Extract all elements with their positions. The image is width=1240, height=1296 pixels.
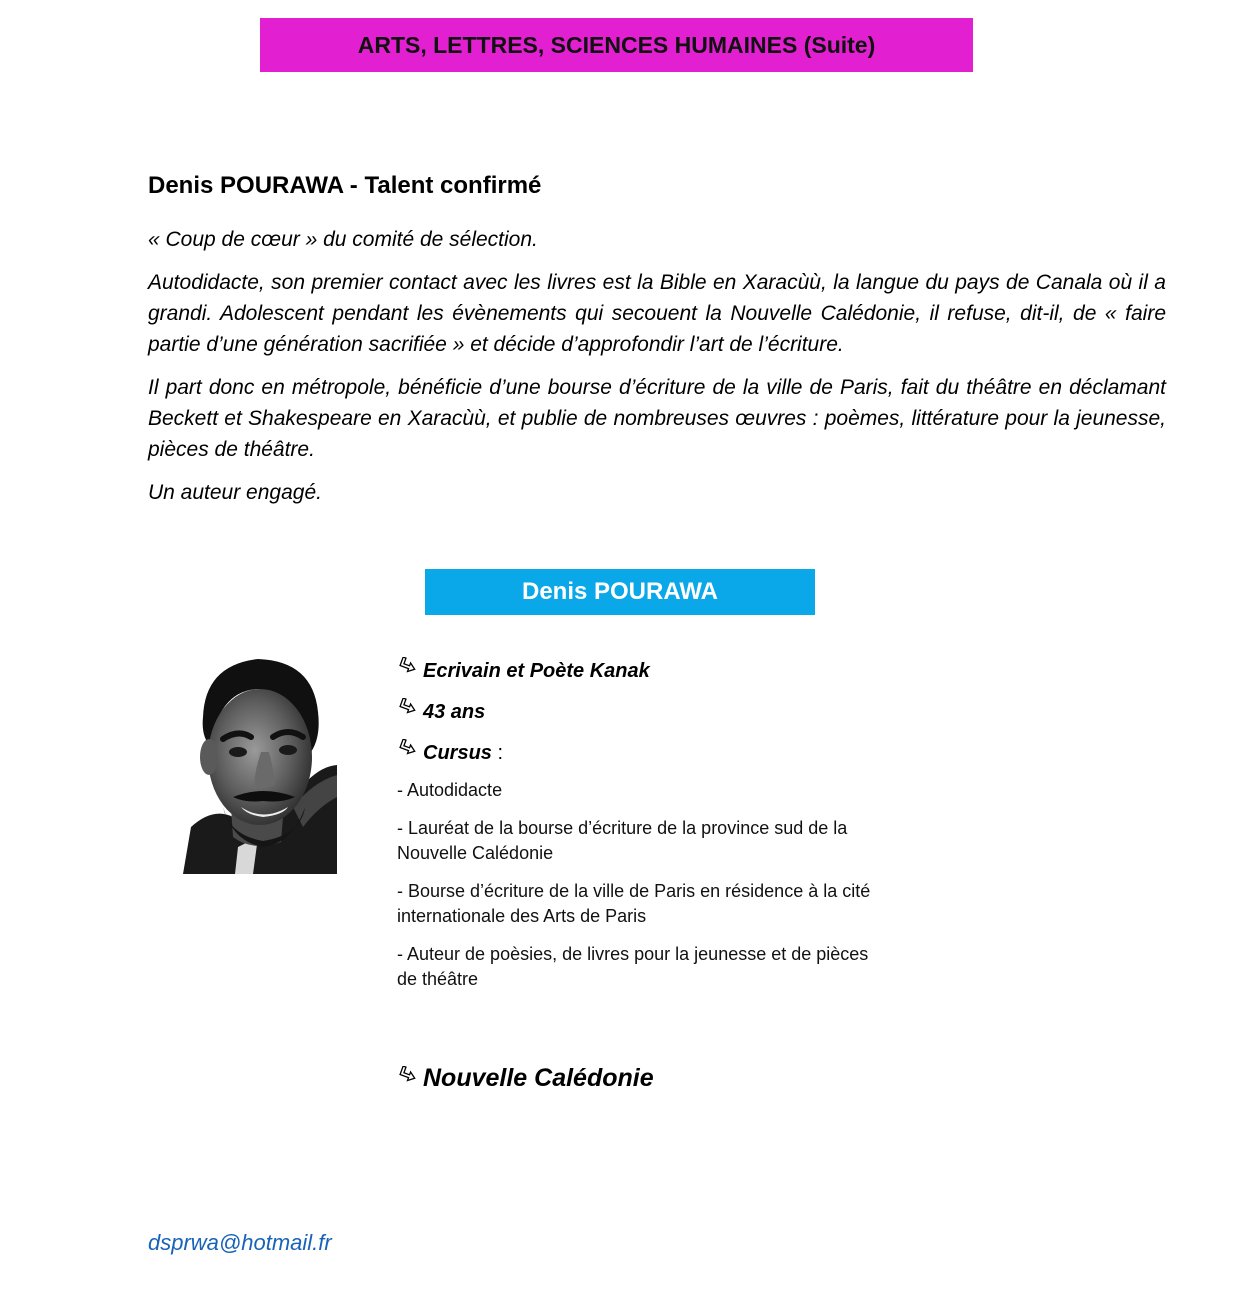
portrait-photo — [183, 657, 337, 874]
article — [148, 168, 1166, 520]
pointing-arrow-icon — [397, 655, 423, 687]
pointing-arrow-icon — [397, 737, 423, 769]
cursus-label: Cursus — [423, 742, 492, 764]
cursus-item: - Auteur de poèsies, de livres pour la jeunesse et de pièces de théâtre — [397, 944, 869, 989]
profession: Ecrivain et Poète Kanak — [423, 660, 650, 682]
section-banner — [260, 18, 973, 72]
article-paragraph: Un auteur engagé. — [148, 481, 322, 504]
cursus-item: - Bourse d’écriture de la ville de Paris en résidence à la cité internationale des Arts de Paris — [397, 881, 871, 926]
age-line — [397, 696, 887, 728]
cursus-suffix: : — [491, 742, 504, 764]
article-paragraph: « Coup de cœur » du comité de sélection. — [148, 228, 538, 251]
section-title: ARTS, LETTRES, SCIENCES HUMAINES (Suite) — [357, 31, 876, 58]
article-paragraph: Il part donc en métropole, bénéficie d’une bourse d’écriture de la ville de Paris, fait du théâtre en déclamant Beckett et Shakespeare en Xaracùù, et publie de nombreuses œuvres : poèmes, littérature pour la jeunesse, pièces de théâtre. — [148, 376, 1166, 461]
email-link[interactable]: dsprwa@hotmail.fr — [148, 1230, 332, 1255]
region-line — [397, 1064, 654, 1093]
article-heading: Denis POURAWA - Talent confirmé — [148, 172, 542, 199]
pointing-arrow-icon — [397, 696, 423, 728]
age: 43 ans — [423, 701, 486, 723]
profile-name: Denis POURAWA — [521, 578, 719, 605]
article-paragraph: Autodidacte, son premier contact avec les livres est la Bible en Xaracùù, la langue du pays de Canala où il a grandi. Adolescent pendant les évènements qui secouent la Nouvelle Calédonie, il refuse, dit-il, de « faire partie d’une génération sacrifiée » et décide d’approfondir l’art de l’écriture. — [148, 271, 1166, 356]
profession-line — [397, 655, 887, 687]
cursus-line — [397, 737, 887, 769]
profile-details — [397, 655, 887, 1005]
region: Nouvelle Calédonie — [423, 1064, 654, 1092]
cursus-item: - Autodidacte — [397, 780, 503, 800]
pointing-arrow-icon — [397, 1064, 423, 1093]
cursus-item: - Lauréat de la bourse d’écriture de la province sud de la Nouvelle Calédonie — [397, 818, 848, 863]
name-banner — [425, 569, 815, 615]
